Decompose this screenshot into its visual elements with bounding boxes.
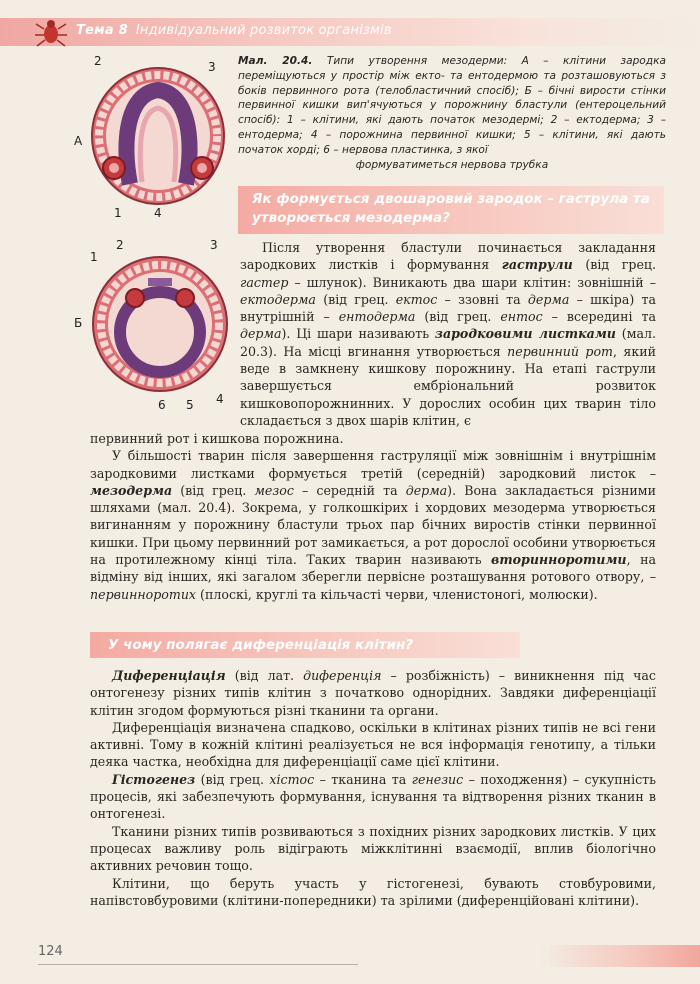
main-text-column-2 [90, 667, 656, 909]
caption-last-line: формуватиметься нервова трубка [355, 158, 549, 171]
topic-title: Індивідуальний розвиток організмів [135, 23, 392, 38]
figure-a-diagram [88, 64, 228, 206]
topic-label: Тема 8 [76, 23, 128, 38]
heading-line: Як формується двошаровий зародок – гаструла та [252, 191, 650, 207]
figure-b-label: 2 [116, 238, 124, 252]
figure-caption [238, 54, 666, 172]
figure-a-label: 2 [94, 54, 102, 68]
paragraph-mesoderm: У більшості тварин після завершення гаструляції між зовнішнім і внутрішнім зародковими листками формується третій (середній) зародковий листок – мезодерма (від грец. мезос – середній та дерма). Вона закладається різними шляхами (мал. 20.4). Зокрема, у голкошкірих і хордових мезодерма утворюється вигинанням у порожнину бластули трьох пар бічних виростів стінки первинної кишки. При цьому первинний рот замикається, а рот дорослої особини утворюється на протилежному кінці тіла. Таких тварин називають вторинноротими, на відміну від інших, які загалом зберегли первісне розташування ротового отвору, – первинноротих (плоскі, круглі та кільчасті черви, членистоногі, молюски). [90, 448, 656, 602]
figure-b-label: 4 [216, 392, 224, 406]
figure-a-label: 1 [114, 206, 122, 220]
paragraph-gastrula: Після утворення бластули починається закладання зародкових листків і формування гаструли (від грец. гастер – шлунок). Виникають два шари клітин: зовнішній – ектодерма (від грец. ектос – ззовні та дерма – шкіра) та внутрішній – ентодерма (від грец. ентос – всередині та дерма). Ці шари називають зародковими листками (мал. 20.3). На місці вгинання утворюється первинний рот, який веде в замкнену кишкову порожнину. На етапі гаструли завершується ембріональний розвиток кишковопорожнинних. У дорослих особин цих тварин тіло складається з двох шарів клітин, є [240, 240, 657, 428]
figure-a-panel-label: А [74, 134, 83, 148]
caption-text: Типи утворення мезодерми: А – клітини зародка переміщуються у простір між екто- та ентодермою та розташовуються з боків первинного рота (телобластичний спосіб); Б – бічні вирости стінки первинної кишки вип'ячуються у порожнину бластули (ентероцельний спосіб): 1 – клітини, які дають початок мезодермі; 2 – ектодерма; 3 – ентодерма; 4 – порожнина первинної кишки; 5 – клітини, які дають початок хорді; 6 – нервова пластинка, з якої [238, 55, 667, 156]
figure-b-panel-label: Б [74, 316, 83, 330]
figure-b-label: 3 [210, 238, 218, 252]
section-heading-differentiation [108, 636, 413, 655]
heading-line: утворюється мезодерма? [252, 210, 450, 226]
figure-a-label: 4 [154, 206, 162, 220]
insect-icon [34, 18, 68, 48]
figure-b-label: 6 [158, 398, 166, 412]
paragraph-differentiation: Диференціація (від лат. диференція – розбіжність) – виникнення під час онтогенезу різних типів клітин з початково однорідних. Завдяки диференціації клітин згодом формуються різні тканини та органи. [90, 668, 656, 718]
main-text-column [90, 430, 656, 603]
caption-title: Мал. 20.4. [238, 55, 313, 67]
paragraph-stem-cells: Клітини, що беруть участь у гістогенезі, бувають стовбуровими, напівстовбуровими (клітини-попередники) та зрілими (диференційовані клітини). [90, 875, 656, 908]
paragraph-gastrula-tail: первинний рот і кишкова порожнина. [90, 431, 344, 446]
footer-band [540, 945, 700, 967]
figure-b-label: 5 [186, 398, 194, 412]
paragraph-histogenesis: Гістогенез (від грец. хістос – тканина та генезис – походження) – сукупність процесів, які забезпечують формування, існування та відтворення різних тканин в онтогенезі. [90, 771, 656, 822]
figure-a-label: 3 [208, 60, 216, 74]
figure-b-diagram [90, 254, 230, 394]
topic-header [76, 23, 392, 38]
paragraph-tissues: Тканини різних типів розвиваються з похідних різних зародкових листків. У цих процесах важливу роль відіграють міжклітинні взаємодії, вплив біологічно активних речовин тощо. [90, 823, 656, 874]
figure-b-label: 1 [90, 250, 98, 264]
paragraph-heredity: Диференціація визначена спадково, оскільки в клітинах різних типів не всі гени активні. Тому в кожній клітині реалізується не вся інформація генотипу, а тільки деяка частка, необхідна для диференціації саме цієї клітини. [90, 719, 656, 770]
section-heading-gastrula [252, 190, 662, 228]
heading-line: У чому полягає диференціація клітин? [108, 637, 414, 653]
page-number: 124 [38, 944, 63, 959]
footer-rule [38, 964, 358, 965]
